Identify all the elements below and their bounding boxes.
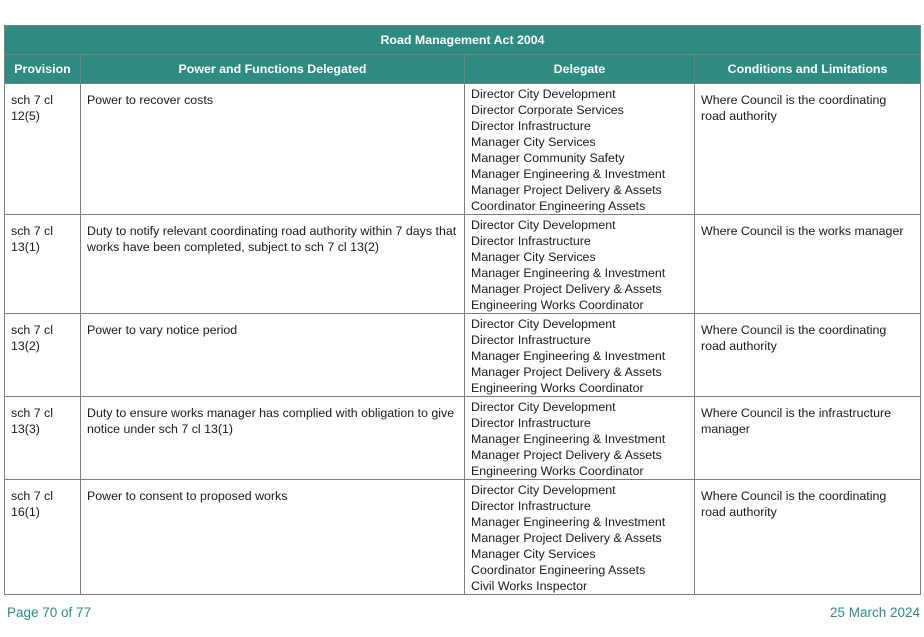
document-date: 25 March 2024 <box>829 605 920 620</box>
table-row <box>5 84 921 215</box>
delegate-item: Director City Development <box>471 218 616 232</box>
power-cell: Power to vary notice period <box>81 314 465 397</box>
page-number: Page 70 of 77 <box>7 605 92 620</box>
table-title: Road Management Act 2004 <box>5 26 921 55</box>
conditions-cell: Where Council is the coordinating road authority <box>695 84 921 215</box>
delegate-item: Manager Project Delivery & Assets <box>471 531 662 545</box>
conditions-cell: Where Council is the works manager <box>695 215 921 314</box>
table-row <box>5 215 921 314</box>
delegate-item: Manager Project Delivery & Assets <box>471 365 662 379</box>
power-cell: Power to consent to proposed works <box>81 480 465 595</box>
delegate-item: Director City Development <box>471 400 616 414</box>
conditions-cell: Where Council is the coordinating road authority <box>695 480 921 595</box>
delegate-item: Coordinator Engineering Assets <box>471 199 646 213</box>
conditions-cell: Where Council is the coordinating road authority <box>695 314 921 397</box>
delegate-item: Director Infrastructure <box>471 119 591 133</box>
header-power: Power and Functions Delegated <box>81 55 465 84</box>
delegate-item: Civil Works Inspector <box>471 579 588 593</box>
delegations-table <box>4 25 921 595</box>
delegate-item: Director Infrastructure <box>471 499 591 513</box>
delegate-item: Manager City Services <box>471 135 596 149</box>
table-body <box>5 84 921 595</box>
delegate-item: Manager City Services <box>471 250 596 264</box>
table-row <box>5 480 921 595</box>
delegate-cell <box>465 480 695 595</box>
delegate-item: Manager Community Safety <box>471 151 625 165</box>
table-row <box>5 314 921 397</box>
table-header-row <box>5 55 921 84</box>
delegate-item: Director Infrastructure <box>471 333 591 347</box>
delegate-item: Manager Engineering & Investment <box>471 167 666 181</box>
delegate-item: Coordinator Engineering Assets <box>471 563 646 577</box>
power-cell: Power to recover costs <box>81 84 465 215</box>
delegate-item: Manager Engineering & Investment <box>471 515 666 529</box>
table-title-row <box>5 26 921 55</box>
power-cell: Duty to notify relevant coordinating road authority within 7 days that works have been completed, subject to sch 7 cl 13(2) <box>81 215 465 314</box>
delegate-item: Engineering Works Coordinator <box>471 381 644 395</box>
delegate-item: Manager Project Delivery & Assets <box>471 282 662 296</box>
delegate-item: Director City Development <box>471 317 616 331</box>
delegate-cell <box>465 314 695 397</box>
header-provision: Provision <box>5 55 81 84</box>
delegate-item: Manager Project Delivery & Assets <box>471 183 662 197</box>
delegations-table-wrapper <box>4 25 920 595</box>
delegate-item: Director Infrastructure <box>471 234 591 248</box>
provision-cell: sch 7 cl 12(5) <box>5 84 81 215</box>
delegate-item: Director City Development <box>471 483 616 497</box>
header-delegate: Delegate <box>465 55 695 84</box>
delegate-cell <box>465 215 695 314</box>
delegate-item: Manager Engineering & Investment <box>471 266 666 280</box>
power-cell: Duty to ensure works manager has complied with obligation to give notice under sch 7 cl 13(1) <box>81 397 465 480</box>
delegate-item: Engineering Works Coordinator <box>471 464 644 478</box>
delegate-item: Director Corporate Services <box>471 103 624 117</box>
delegate-cell <box>465 84 695 215</box>
delegate-item: Manager Project Delivery & Assets <box>471 448 662 462</box>
delegate-item: Director City Development <box>471 87 616 101</box>
delegate-item: Engineering Works Coordinator <box>471 298 644 312</box>
provision-cell: sch 7 cl 13(3) <box>5 397 81 480</box>
header-conditions: Conditions and Limitations <box>695 55 921 84</box>
delegate-item: Manager City Services <box>471 547 596 561</box>
provision-cell: sch 7 cl 13(1) <box>5 215 81 314</box>
provision-cell: sch 7 cl 16(1) <box>5 480 81 595</box>
conditions-cell: Where Council is the infrastructure manager <box>695 397 921 480</box>
table-row <box>5 397 921 480</box>
delegate-item: Manager Engineering & Investment <box>471 349 666 363</box>
delegate-item: Manager Engineering & Investment <box>471 432 666 446</box>
provision-cell: sch 7 cl 13(2) <box>5 314 81 397</box>
delegate-item: Director Infrastructure <box>471 416 591 430</box>
delegate-cell <box>465 397 695 480</box>
